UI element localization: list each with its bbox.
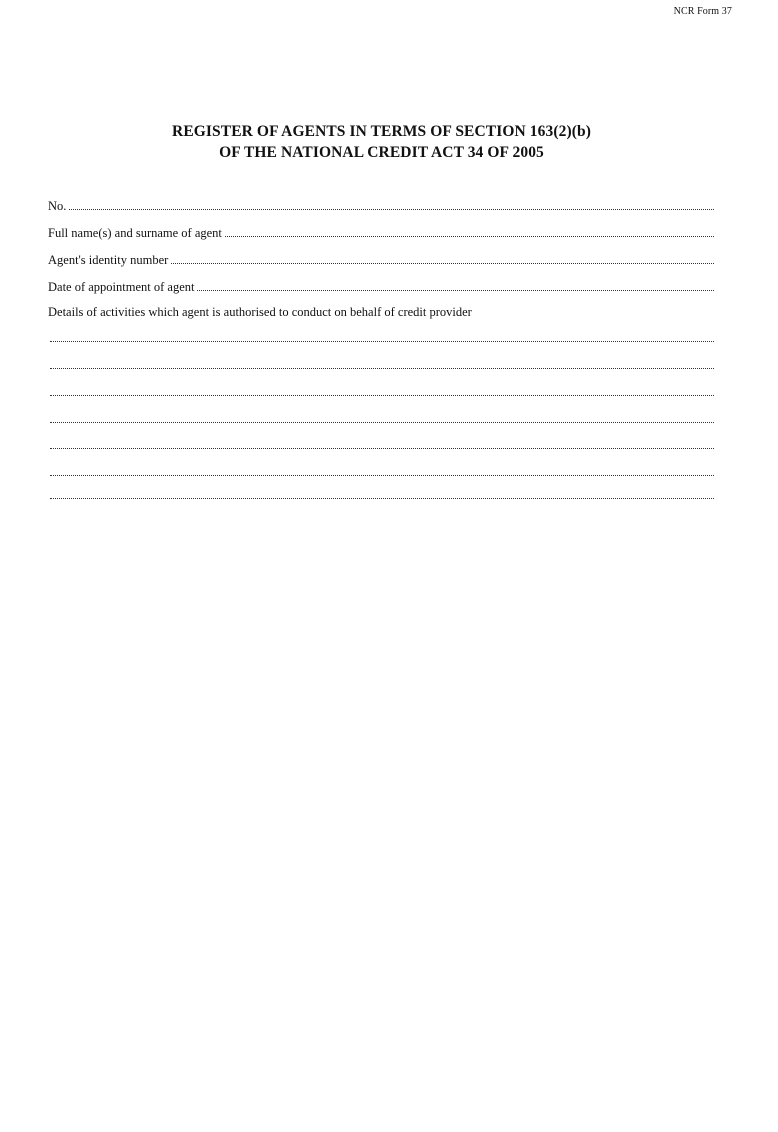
activities-details-label: Details of activities which agent is authorised to conduct on behalf of credit provider [48,305,472,319]
form-title-line-2: OF THE NATIONAL CREDIT ACT 34 OF 2005 [219,144,544,161]
number-label: No. [48,199,67,213]
form-number: NCR Form 37 [673,6,732,17]
appointment-date-fill-line[interactable] [197,278,714,291]
activities-fill-line[interactable] [50,422,714,423]
appointment-date-field[interactable] [48,278,714,296]
identity-number-fill-line[interactable] [171,251,714,264]
number-field[interactable] [48,197,714,215]
agent-name-fill-line[interactable] [225,224,714,237]
identity-number-field[interactable] [48,251,714,269]
activities-fill-line[interactable] [50,395,714,396]
form-title [0,121,763,163]
number-fill-line[interactable] [69,197,714,210]
form-title-line-1: REGISTER OF AGENTS IN TERMS OF SECTION 163(2)(b) [172,123,591,140]
agent-name-label: Full name(s) and surname of agent [48,226,222,240]
activities-fill-line[interactable] [50,475,714,476]
activities-fill-line[interactable] [50,448,714,449]
activities-fill-line[interactable] [50,498,714,499]
identity-number-label: Agent's identity number [48,253,169,267]
activities-fill-line[interactable] [50,341,714,342]
activities-fill-line[interactable] [50,368,714,369]
agent-name-field[interactable] [48,224,714,242]
appointment-date-label: Date of appointment of agent [48,280,195,294]
